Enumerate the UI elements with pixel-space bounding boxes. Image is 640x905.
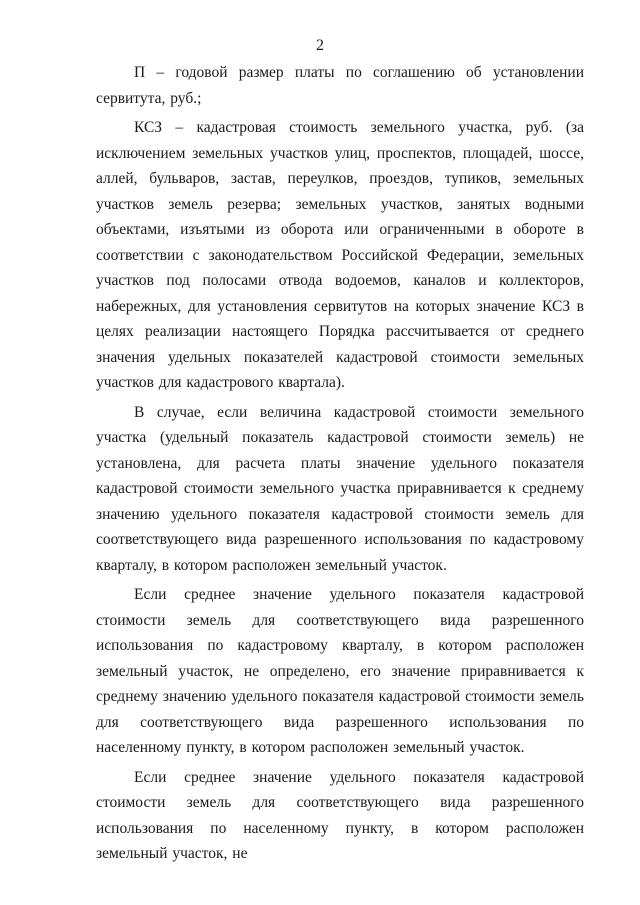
paragraph-ksz-definition: КСЗ – кадастровая стоимость земельного участка, руб. (за исключением земельных участков улиц, проспектов, площадей, шоссе, аллей, бульваров, застав, переулков, проездов, тупиков, земельных участков земель резерва; земельных участков, занятых водными объектами, изъятыми из оборота или ограниченными в обороте в соответствии с законодательством Российской Федерации, земельных участков под полосами отвода водоемов, каналов и коллекторов, набережных, для установления сервитутов на которых значение КСЗ в целях реализации настоящего Порядка рассчитывается от среднего значения удельных показателей кадастровой стоимости земельных участков для кадастрового квартала). [96, 119, 584, 391]
page-number: 2 [316, 37, 324, 54]
paragraph-cadastral-value-not-set: В случае, если величина кадастровой стоимости земельного участка (удельный показатель кадастровой стоимости земель) не установлена, для расчета платы значение удельного показателя кадастровой стоимости земельного участка приравнивается к среднему значению удельного показателя кадастровой стоимости земель для соответствующего вида разрешенного использования по кадастровому кварталу, в котором расположен земельный участок. [96, 403, 584, 574]
paragraph-quarter-average-not-defined: Если среднее значение удельного показателя кадастровой стоимости земель для соответствующего вида разрешенного использования по кадастровому кварталу, в котором расположен земельный участок, не определено, его значение приравнивается к среднему значению удельного показателя кадастровой стоимости земель для соответствующего вида разрешенного использования по населенному пункту, в котором расположен земельный участок. [96, 586, 584, 756]
paragraph-settlement-average-not-defined: Если среднее значение удельного показателя кадастровой стоимости земель для соответствующего вида разрешенного использования по населенному пункту, в котором расположен земельный участок, не [96, 768, 584, 862]
paragraph-p-definition: П – годовой размер платы по соглашению об установлении сервитута, руб.; [96, 64, 584, 107]
document-body [96, 60, 584, 871]
